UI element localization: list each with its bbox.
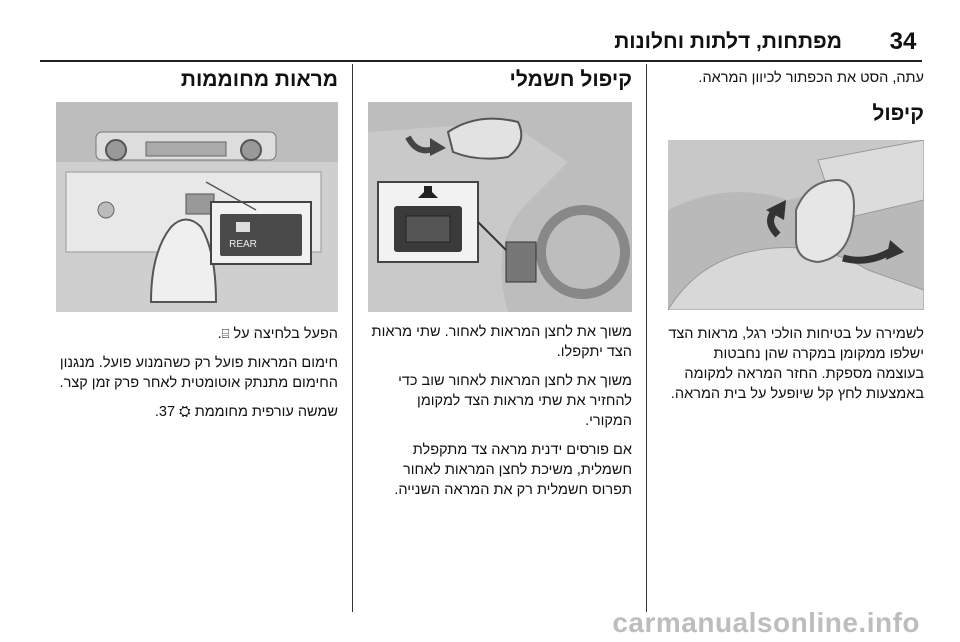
electric-folding-p3: אם פורסים ידנית מראה צד מתקפלת חשמלית, משיכת לחצן המראות לאחור תפרוס חשמלית רק את המראה השנייה. — [394, 442, 632, 498]
column-folding — [668, 64, 924, 413]
heated-mirrors-p1-end: . — [217, 326, 222, 342]
column-divider-right — [646, 64, 647, 612]
heated-mirrors-p2: חימום המראות פועל רק כשהמנוע פועל. מנגנון החימום מתנתק אוטומטית לאחר פרק זמן קצר. — [59, 355, 338, 391]
mirror-switch-illustration — [368, 102, 632, 312]
heated-mirrors-p1 — [56, 324, 338, 344]
page-number: 34 — [889, 28, 917, 55]
heated-mirror-button-illustration — [56, 102, 338, 312]
electric-folding-p2: משוך את לחצן המראות לאחור שוב כדי להחזיר את שתי מראות הצד למקומן המקורי. — [398, 373, 632, 429]
electric-folding-p1: משוך את לחצן המראות לאחור. שתי מראות הצד יתקפלו. — [371, 324, 632, 360]
column-divider-left — [352, 64, 353, 612]
column-heated-mirrors — [56, 64, 338, 431]
section-heading-folding: קיפול — [872, 102, 924, 125]
watermark: carmanualsonline.info — [612, 607, 920, 638]
heated-mirrors-p1-text: הפעל בלחיצה על — [229, 326, 338, 342]
heated-mirrors-p3: שמשה עורפית מחוממת ⛭ 37. — [154, 404, 338, 420]
mirror-fold-illustration — [668, 140, 924, 310]
folding-paragraph: לשמירה על בטיחות הולכי רגל, מראות הצד ישלפו ממקומן במקרה שהן נחבטות בעוצמה מספקת. החזר המראה למקומה באמצעות לחץ קל שיופעל על בית המראה. — [668, 326, 924, 402]
running-title: מפתחות, דלתות וחלונות — [614, 30, 842, 53]
section-heading-heated-mirrors: מראות מחוממות — [180, 68, 338, 91]
section-heading-electric-folding: קיפול חשמלי — [509, 68, 632, 91]
continuation-text: עתה, הסט את הכפתור לכיוון המראה. — [698, 70, 924, 86]
header-rule — [40, 60, 922, 62]
column-electric-folding — [368, 64, 632, 509]
rear-button-label: REAR — [229, 239, 257, 250]
rear-defrost-icon: ⌸ — [221, 326, 230, 341]
